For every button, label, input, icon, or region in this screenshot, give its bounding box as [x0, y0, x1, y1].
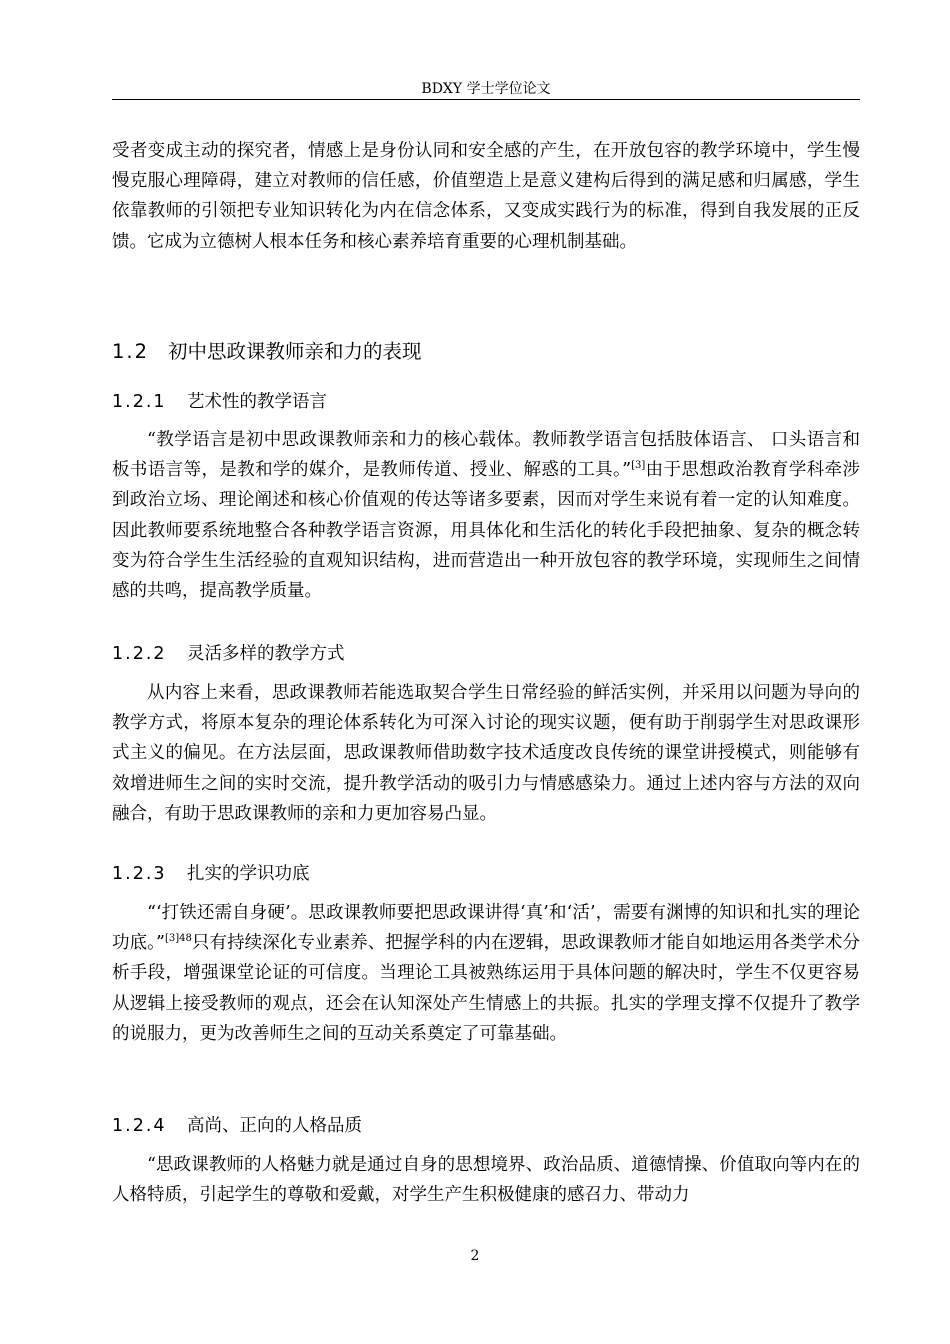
intro-block — [112, 136, 860, 257]
section-heading-1-2 — [112, 336, 422, 364]
subsection-number: 1.2.1 — [112, 392, 167, 412]
intro-paragraph: 受者变成主动的探究者，情感上是身份认同和安全感的产生，在开放包容的教学环境中，学生慢慢克服心理障碍，建立对教师的信任感，价值塑造上是意义建构后得到的满足感和归属感，学生依靠教师的引领把专业知识转化为内在信念体系，又变成实践行为的标准，得到自我发展的正反馈。它成为立德树人根本任务和核心素养培育重要的心理机制基础。 — [112, 141, 860, 252]
citation-marker: [3]48 — [164, 933, 192, 945]
section-title: 初中思政课教师亲和力的表现 — [168, 340, 422, 363]
section-number: 1.2 — [112, 340, 150, 363]
subsection-title: 高尚、正向的人格品质 — [187, 1116, 362, 1136]
paragraph — [112, 898, 860, 1049]
paragraph: 从内容上来看，思政课教师若能选取契合学生日常经验的鲜活实例，并采用以问题为导向的教学方式，将原本复杂的理论体系转化为可深入讨论的现实议题，便有助于削弱学生对思政课形式主义的偏见。在方法层面，思政课教师借助数字技术适度改良传统的课堂讲授模式，则能够有效增进师生之间的实时交流，提升教学活动的吸引力与情感感染力。通过上述内容与方法的双向融合，有助于思政课教师的亲和力更加容易凸显。 — [112, 683, 860, 824]
subsection-title: 灵活多样的教学方式 — [187, 644, 345, 664]
citation-marker: [3] — [631, 460, 646, 472]
subsection-heading-1-2-2 — [112, 640, 345, 665]
subsection-1-2-4-body — [112, 1150, 860, 1210]
running-header: BDXY 学士学位论文 — [421, 81, 551, 97]
paragraph-text: 只有持续深化专业素养、把握学科的内在逻辑，思政课教师才能自如地运用各类学术分析手段，增强课堂论证的可信度。当理论工具被熟练运用于具体问题的解决时，学生不仅更容易从逻辑上接受教师的观点，还会在认知深处产生情感上的共振。扎实的学理支撑不仅提升了教学的说服力，更为改善师生之间的互动关系奠定了可靠基础。 — [112, 933, 860, 1044]
subsection-heading-1-2-1 — [112, 388, 327, 413]
paragraph: “思政课教师的人格魅力就是通过自身的思想境界、政治品质、道德情操、价值取向等内在的人格特质，引起学生的尊敬和爱戴，对学生产生积极健康的感召力、带动力 — [112, 1155, 860, 1206]
header-rule — [112, 99, 860, 100]
paragraph-text: 由于思想政治教育学科牵涉到政治立场、理论阐述和核心价值观的传达等诸多要素，因而对学生来说有着一定的认知难度。因此教师要系统地整合各种教学语言资源，用具体化和生活化的转化手段把抽象、复杂的概念转变为符合学生生活经验的直观知识结构，进而营造出一种开放包容的教学环境，实现师生之间情感的共鸣，提高教学质量。 — [112, 460, 861, 602]
page-number: 2 — [470, 1248, 480, 1264]
quote-text: “‘打铁还需自身硬’。思政课教师要把思政课讲得‘真’和‘活’，需要有渊博的知识和扎实的理论功底。” — [112, 903, 860, 954]
subsection-1-2-2-body — [112, 678, 860, 829]
subsection-title: 扎实的学识功底 — [187, 864, 310, 884]
subsection-number: 1.2.4 — [112, 1116, 167, 1136]
subsection-heading-1-2-3 — [112, 860, 310, 885]
quote-text: “教学语言是初中思政课教师亲和力的核心载体。教师教学语言包括肢体语言、 口头语言和板书语言等，是教和学的媒介，是教师传道、授业、解惑的工具。” — [112, 430, 860, 481]
subsection-number: 1.2.3 — [112, 864, 167, 884]
subsection-1-2-1-body — [112, 425, 860, 606]
subsection-1-2-3-body — [112, 898, 860, 1049]
paragraph — [112, 425, 860, 606]
subsection-heading-1-2-4 — [112, 1112, 362, 1137]
subsection-number: 1.2.2 — [112, 644, 167, 664]
subsection-title: 艺术性的教学语言 — [187, 392, 327, 412]
